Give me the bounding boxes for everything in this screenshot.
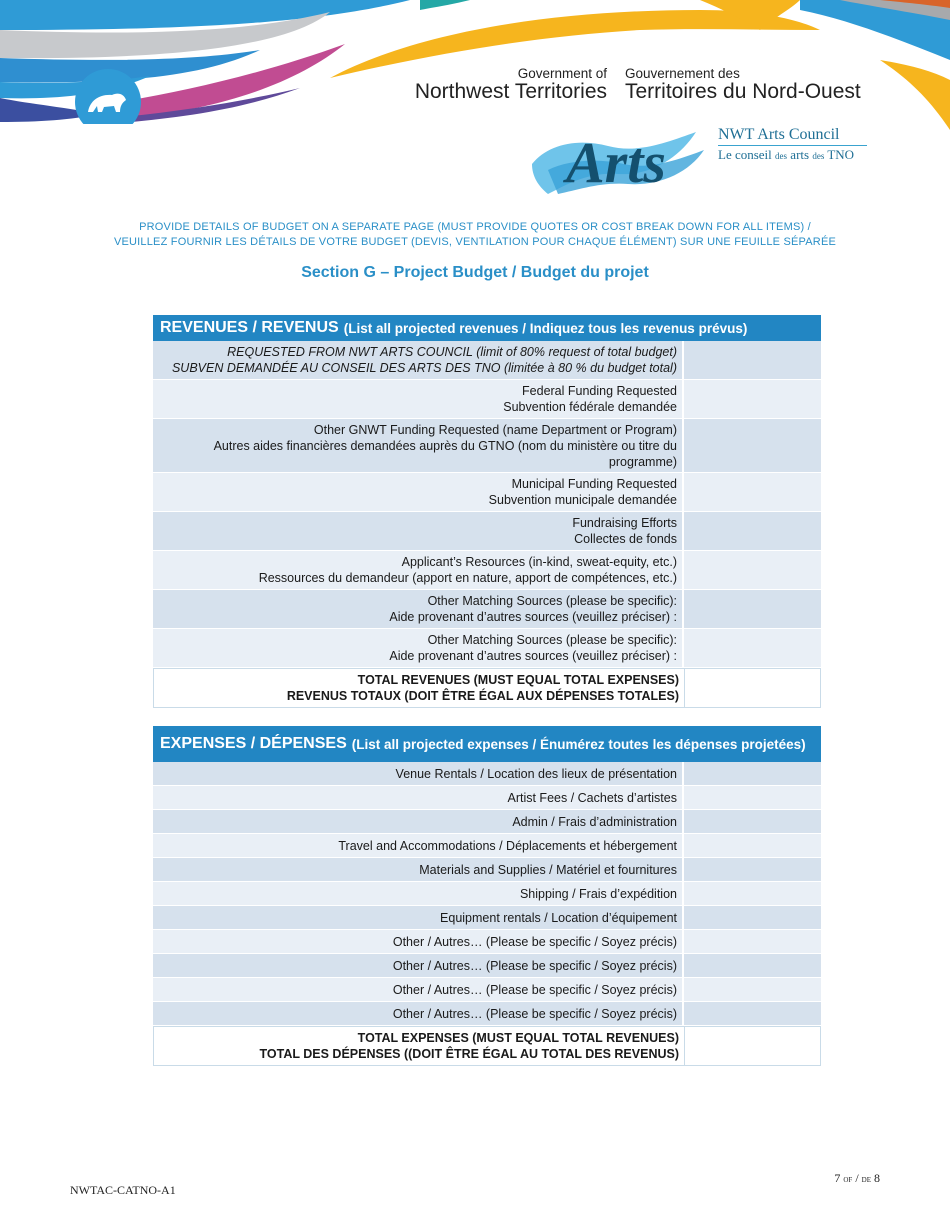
expenses-header: EXPENSES / DÉPENSES (List all projected expenses / Énumérez toutes les dépenses projetées) (153, 726, 821, 762)
expense-total-field[interactable] (685, 1027, 820, 1065)
svg-text:Arts: Arts (566, 130, 666, 195)
revenue-total-row: TOTAL REVENUES (MUST EQUAL TOTAL EXPENSES) REVENUS TOTAUX (DOIT ÊTRE ÉGAL AUX DÉPENSES TOTALES) (153, 668, 821, 708)
budget-instructions: PROVIDE DETAILS OF BUDGET ON A SEPARATE PAGE (MUST PROVIDE QUOTES OR COST BREAK DOWN FOR ALL ITEMS) / VEUILLEZ FOURNIR LES DÉTAILS DE VOTRE BUDGET (DEVIS, VENTILATION POUR CHAQUE ÉLÉMENT) SUR UNE FEUILLE SÉPARÉE (113, 221, 837, 248)
revenue-amount-field[interactable] (684, 380, 821, 418)
revenue-amount-field[interactable] (684, 512, 821, 550)
expense-row: Travel and Accommodations / Déplacements et hébergement (153, 834, 821, 858)
revenue-row-municipal: Municipal Funding Requested Subvention municipale demandée (153, 473, 821, 512)
revenue-row-nwt-arts-council: REQUESTED FROM NWT ARTS COUNCIL (limit of 80% request of total budget) SUBVEN DEMANDÉE AU CONSEIL DES ARTS DES TNO (limitée à 80 % du budget total) (153, 341, 821, 380)
revenue-row-federal: Federal Funding Requested Subvention fédérale demandée (153, 380, 821, 419)
expense-row: Equipment rentals / Location d’équipement (153, 906, 821, 930)
expense-amount-field[interactable] (684, 978, 821, 1001)
expense-amount-field[interactable] (684, 954, 821, 977)
expense-amount-field[interactable] (684, 834, 821, 857)
revenue-row-other-gnwt: Other GNWT Funding Requested (name Department or Program) Autres aides financières demandées auprès du GTNO (nom du ministère ou titre du programme) (153, 419, 821, 473)
revenues-header: REVENUES / REVENUS (List all projected revenues / Indiquez tous les revenus prévus) (153, 315, 821, 341)
expense-row: Materials and Supplies / Matériel et fournitures (153, 858, 821, 882)
revenues-table (153, 315, 821, 708)
expense-row: Other / Autres… (Please be specific / Soyez précis) (153, 930, 821, 954)
revenue-amount-field[interactable] (684, 551, 821, 589)
revenue-total-field[interactable] (685, 669, 820, 707)
expense-row: Other / Autres… (Please be specific / Soyez précis) (153, 1002, 821, 1026)
expense-row: Other / Autres… (Please be specific / Soyez précis) (153, 978, 821, 1002)
expense-total-row: TOTAL EXPENSES (MUST EQUAL TOTAL REVENUES) TOTAL DES DÉPENSES ((DOIT ÊTRE ÉGAL AU TOTAL DES REVENUS) (153, 1026, 821, 1066)
revenue-amount-field[interactable] (684, 419, 821, 472)
revenue-amount-field[interactable] (684, 341, 821, 379)
revenue-amount-field[interactable] (684, 629, 821, 667)
expense-row: Admin / Frais d’administration (153, 810, 821, 834)
revenue-row-applicant-resources: Applicant’s Resources (in-kind, sweat-equity, etc.) Ressources du demandeur (apport en nature, apport de compétences, etc.) (153, 551, 821, 590)
expense-amount-field[interactable] (684, 930, 821, 953)
expense-amount-field[interactable] (684, 858, 821, 881)
expense-row: Artist Fees / Cachets d’artistes (153, 786, 821, 810)
revenue-amount-field[interactable] (684, 590, 821, 628)
revenue-amount-field[interactable] (684, 473, 821, 511)
revenue-row-other-matching: Other Matching Sources (please be specific): Aide provenant d’autres sources (veuillez préciser) : (153, 590, 821, 629)
expense-row: Shipping / Frais d’expédition (153, 882, 821, 906)
government-name-french: Gouvernement des Territoires du Nord-Ouest (625, 66, 861, 103)
form-code: NWTAC-CATNO-A1 (70, 1183, 176, 1197)
expense-amount-field[interactable] (684, 1002, 821, 1025)
government-name-english: Government of Northwest Territories (414, 66, 607, 103)
page-number: 7 of / de 8 (834, 1171, 880, 1185)
revenue-row-other-matching: Other Matching Sources (please be specific): Aide provenant d’autres sources (veuillez préciser) : (153, 629, 821, 668)
expense-amount-field[interactable] (684, 810, 821, 833)
expenses-table (153, 726, 821, 1066)
revenue-row-fundraising: Fundraising Efforts Collectes de fonds (153, 512, 821, 551)
section-title: Section G – Project Budget / Budget du projet (301, 264, 649, 281)
arts-logo (528, 124, 716, 198)
expense-amount-field[interactable] (684, 786, 821, 809)
expense-row: Venue Rentals / Location des lieux de présentation (153, 762, 821, 786)
expense-row: Other / Autres… (Please be specific / Soyez précis) (153, 954, 821, 978)
expense-amount-field[interactable] (684, 762, 821, 785)
expense-amount-field[interactable] (684, 882, 821, 905)
arts-council-name: NWT Arts Council Le conseil des arts des TNO (718, 126, 867, 163)
expense-amount-field[interactable] (684, 906, 821, 929)
